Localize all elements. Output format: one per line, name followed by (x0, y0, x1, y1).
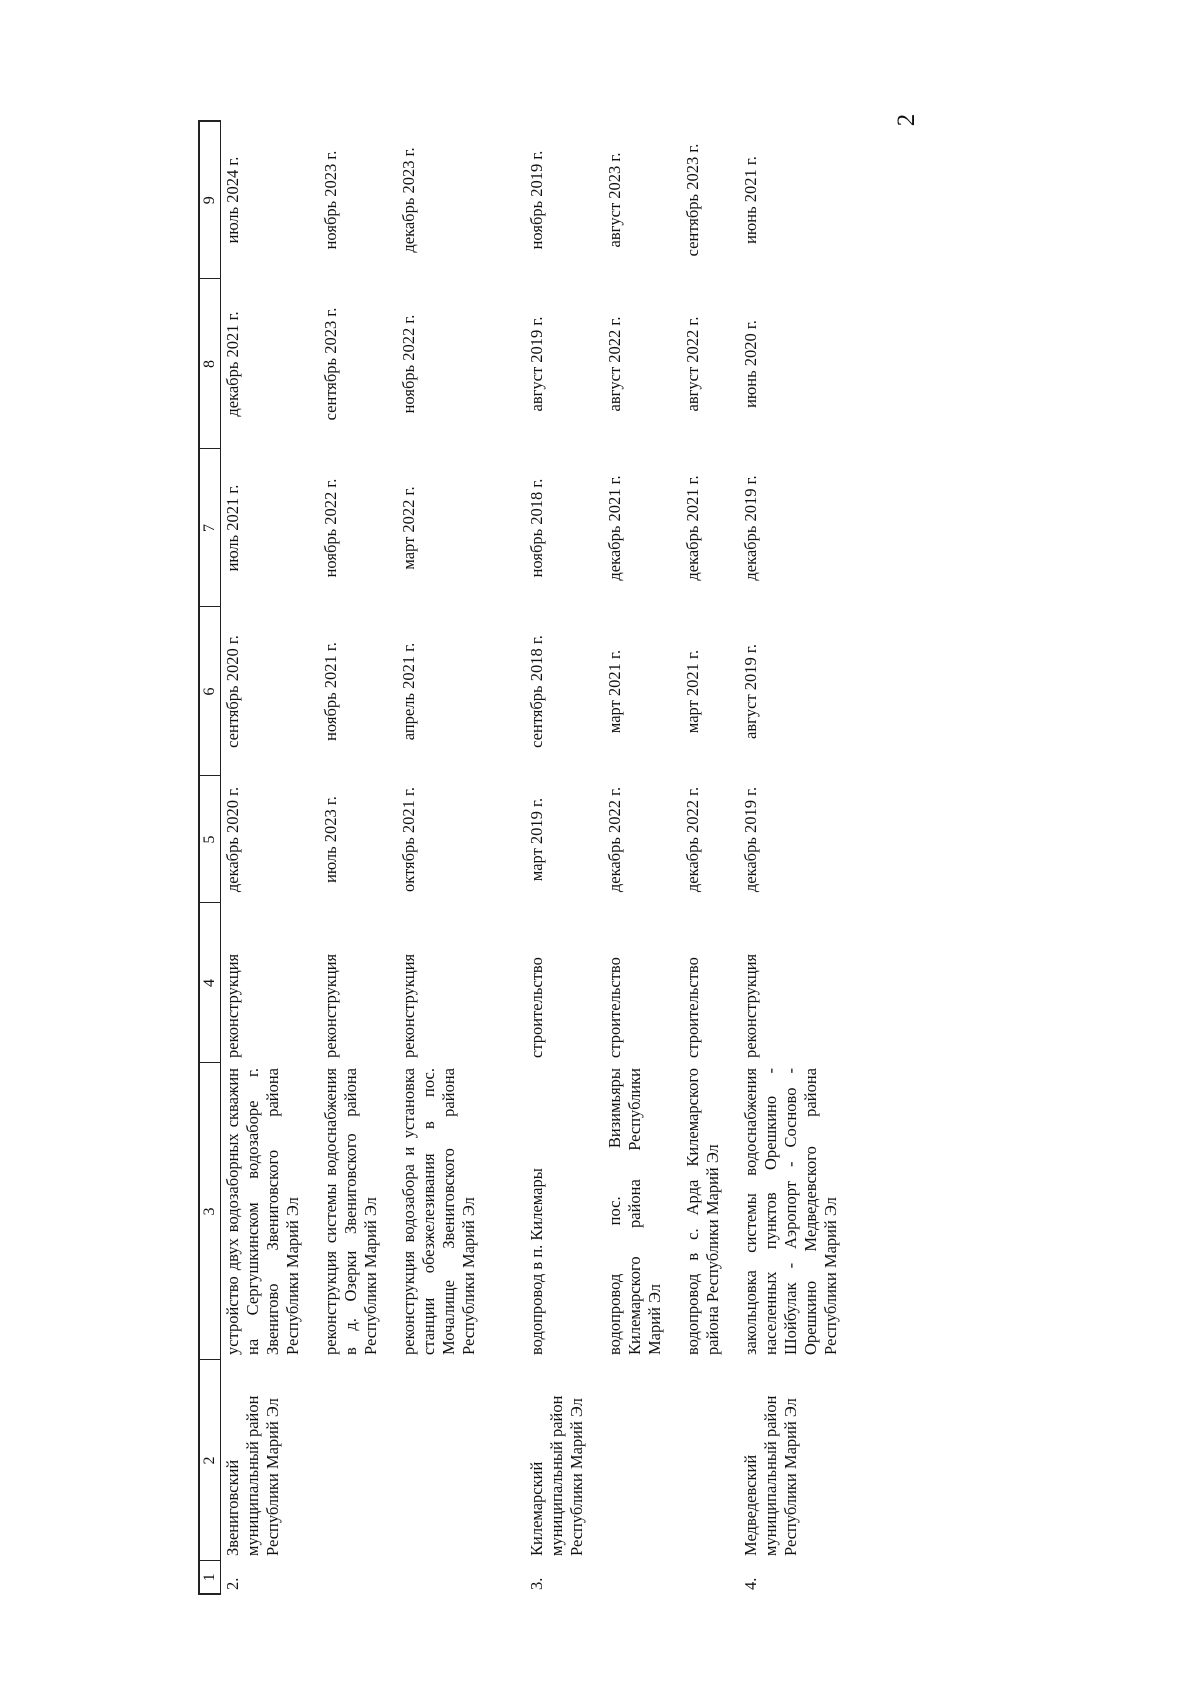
col-header-4: 4 (199, 903, 221, 1063)
table-row (525, 121, 587, 1594)
date-cell-6: март 2021 г. (683, 649, 702, 734)
schedule-table (198, 120, 841, 1595)
object-cell: закольцовка системы водоснабжения населенных пунктов Орешкино - Шойбулак - Аэропорт - Сосново - Орешкино Медведевского района Республики Марий Эл (741, 1068, 840, 1355)
date-cell-6: апрель 2021 г. (399, 642, 418, 741)
municipality-cell: Килемарский муниципальный район Республики Марий Эл (527, 1395, 586, 1556)
work-type-cell: реконструкция (399, 953, 418, 1058)
municipality-cell (319, 1360, 381, 1561)
object-cell: реконструкция водозабора и установка станции обезжелезивания в пос. Мочалище Звениговского района Республики Марий Эл (399, 1068, 478, 1355)
table-row (221, 121, 304, 1594)
date-cell-9: ноябрь 2023 г. (321, 150, 340, 250)
date-cell-7: июль 2021 г. (223, 484, 242, 572)
object-cell: устройство двух водозаборных скважин на Сергушкинском водозаборе г. Звенигово Звениговского района Республики Марий Эл (223, 1068, 302, 1355)
date-cell-5: декабрь 2020 г. (223, 786, 242, 893)
date-cell-8: сентябрь 2023 г. (321, 307, 340, 421)
row-number: 2. (223, 1577, 242, 1590)
municipality-cell (681, 1360, 723, 1561)
date-cell-7: ноябрь 2022 г. (321, 478, 340, 578)
date-cell-7: декабрь 2021 г. (605, 475, 624, 581)
date-cell-5: октябрь 2021 г. (399, 786, 418, 893)
row-number (397, 1561, 479, 1594)
object-cell: водопровод в с. Арда Килемарского района Республики Марий Эл (683, 1068, 722, 1355)
date-cell-8: август 2022 г. (605, 316, 624, 412)
work-type-cell: строительство (683, 957, 702, 1058)
date-cell-5: декабрь 2019 г. (741, 786, 760, 893)
date-cell-6: сентябрь 2018 г. (527, 635, 546, 748)
object-cell: водопровод пос. Визимьяры Килемарского района Республики Марий Эл (605, 1068, 664, 1355)
date-cell-9: июль 2024 г. (223, 156, 242, 244)
date-cell-8: август 2022 г. (683, 316, 702, 412)
col-header-9: 9 (199, 121, 221, 279)
row-number: 4. (741, 1577, 760, 1590)
date-cell-9: ноябрь 2019 г. (527, 150, 546, 250)
work-type-cell: реконструкция (223, 953, 242, 1058)
work-type-cell: строительство (605, 957, 624, 1058)
page-number: 2 (893, 113, 920, 127)
date-cell-7: март 2022 г. (399, 486, 418, 570)
date-cell-8: ноябрь 2022 г. (399, 314, 418, 414)
row-number (603, 1561, 665, 1594)
date-cell-6: ноябрь 2021 г. (321, 642, 340, 741)
date-cell-7: декабрь 2021 г. (683, 475, 702, 581)
table-row (397, 121, 479, 1594)
object-cell: водопровод в п. Килемары (527, 1168, 546, 1355)
table-row (681, 121, 723, 1594)
date-cell-9: сентябрь 2023 г. (683, 143, 702, 257)
date-cell-5: март 2019 г. (527, 797, 546, 882)
table-row (739, 121, 841, 1594)
row-number (681, 1561, 723, 1594)
municipality-cell (397, 1360, 479, 1561)
col-header-6: 6 (199, 607, 221, 776)
date-cell-6: сентябрь 2020 г. (223, 635, 242, 748)
col-header-5: 5 (199, 776, 221, 903)
date-cell-6: август 2019 г. (741, 644, 760, 739)
col-header-3: 3 (199, 1063, 221, 1360)
work-type-cell: реконструкция (741, 953, 760, 1058)
municipality-cell: Звениговский муниципальный район Республики Марий Эл (223, 1395, 282, 1556)
work-type-cell: строительство (527, 957, 546, 1058)
municipality-cell: Медведевский муниципальный район Республики Марий Эл (741, 1395, 800, 1556)
date-cell-9: август 2023 г. (605, 152, 624, 248)
date-cell-9: июнь 2021 г. (741, 156, 760, 244)
date-cell-8: декабрь 2021 г. (223, 311, 242, 417)
col-header-8: 8 (199, 279, 221, 449)
date-cell-5: декабрь 2022 г. (605, 786, 624, 893)
date-cell-9: декабрь 2023 г. (399, 147, 418, 253)
object-cell: реконструкция системы водоснабжения в д. Озерки Звениговского района Республики Марий Эл (321, 1068, 380, 1355)
row-number (319, 1561, 381, 1594)
col-header-1: 1 (199, 1561, 221, 1594)
date-cell-7: ноябрь 2018 г. (527, 478, 546, 578)
table-row (319, 121, 381, 1594)
table-row (603, 121, 665, 1594)
municipality-cell (603, 1360, 665, 1561)
date-cell-8: июнь 2020 г. (741, 320, 760, 408)
date-cell-6: март 2021 г. (605, 649, 624, 734)
col-header-2: 2 (199, 1360, 221, 1561)
date-cell-7: декабрь 2019 г. (741, 475, 760, 581)
date-cell-5: июль 2023 г. (321, 796, 340, 883)
column-number-header (199, 121, 221, 1594)
work-type-cell: реконструкция (321, 953, 340, 1058)
rotated-table-container (198, 122, 1004, 1595)
col-header-7: 7 (199, 449, 221, 607)
date-cell-5: декабрь 2022 г. (683, 786, 702, 893)
date-cell-8: август 2019 г. (527, 316, 546, 412)
row-number: 3. (527, 1577, 546, 1590)
